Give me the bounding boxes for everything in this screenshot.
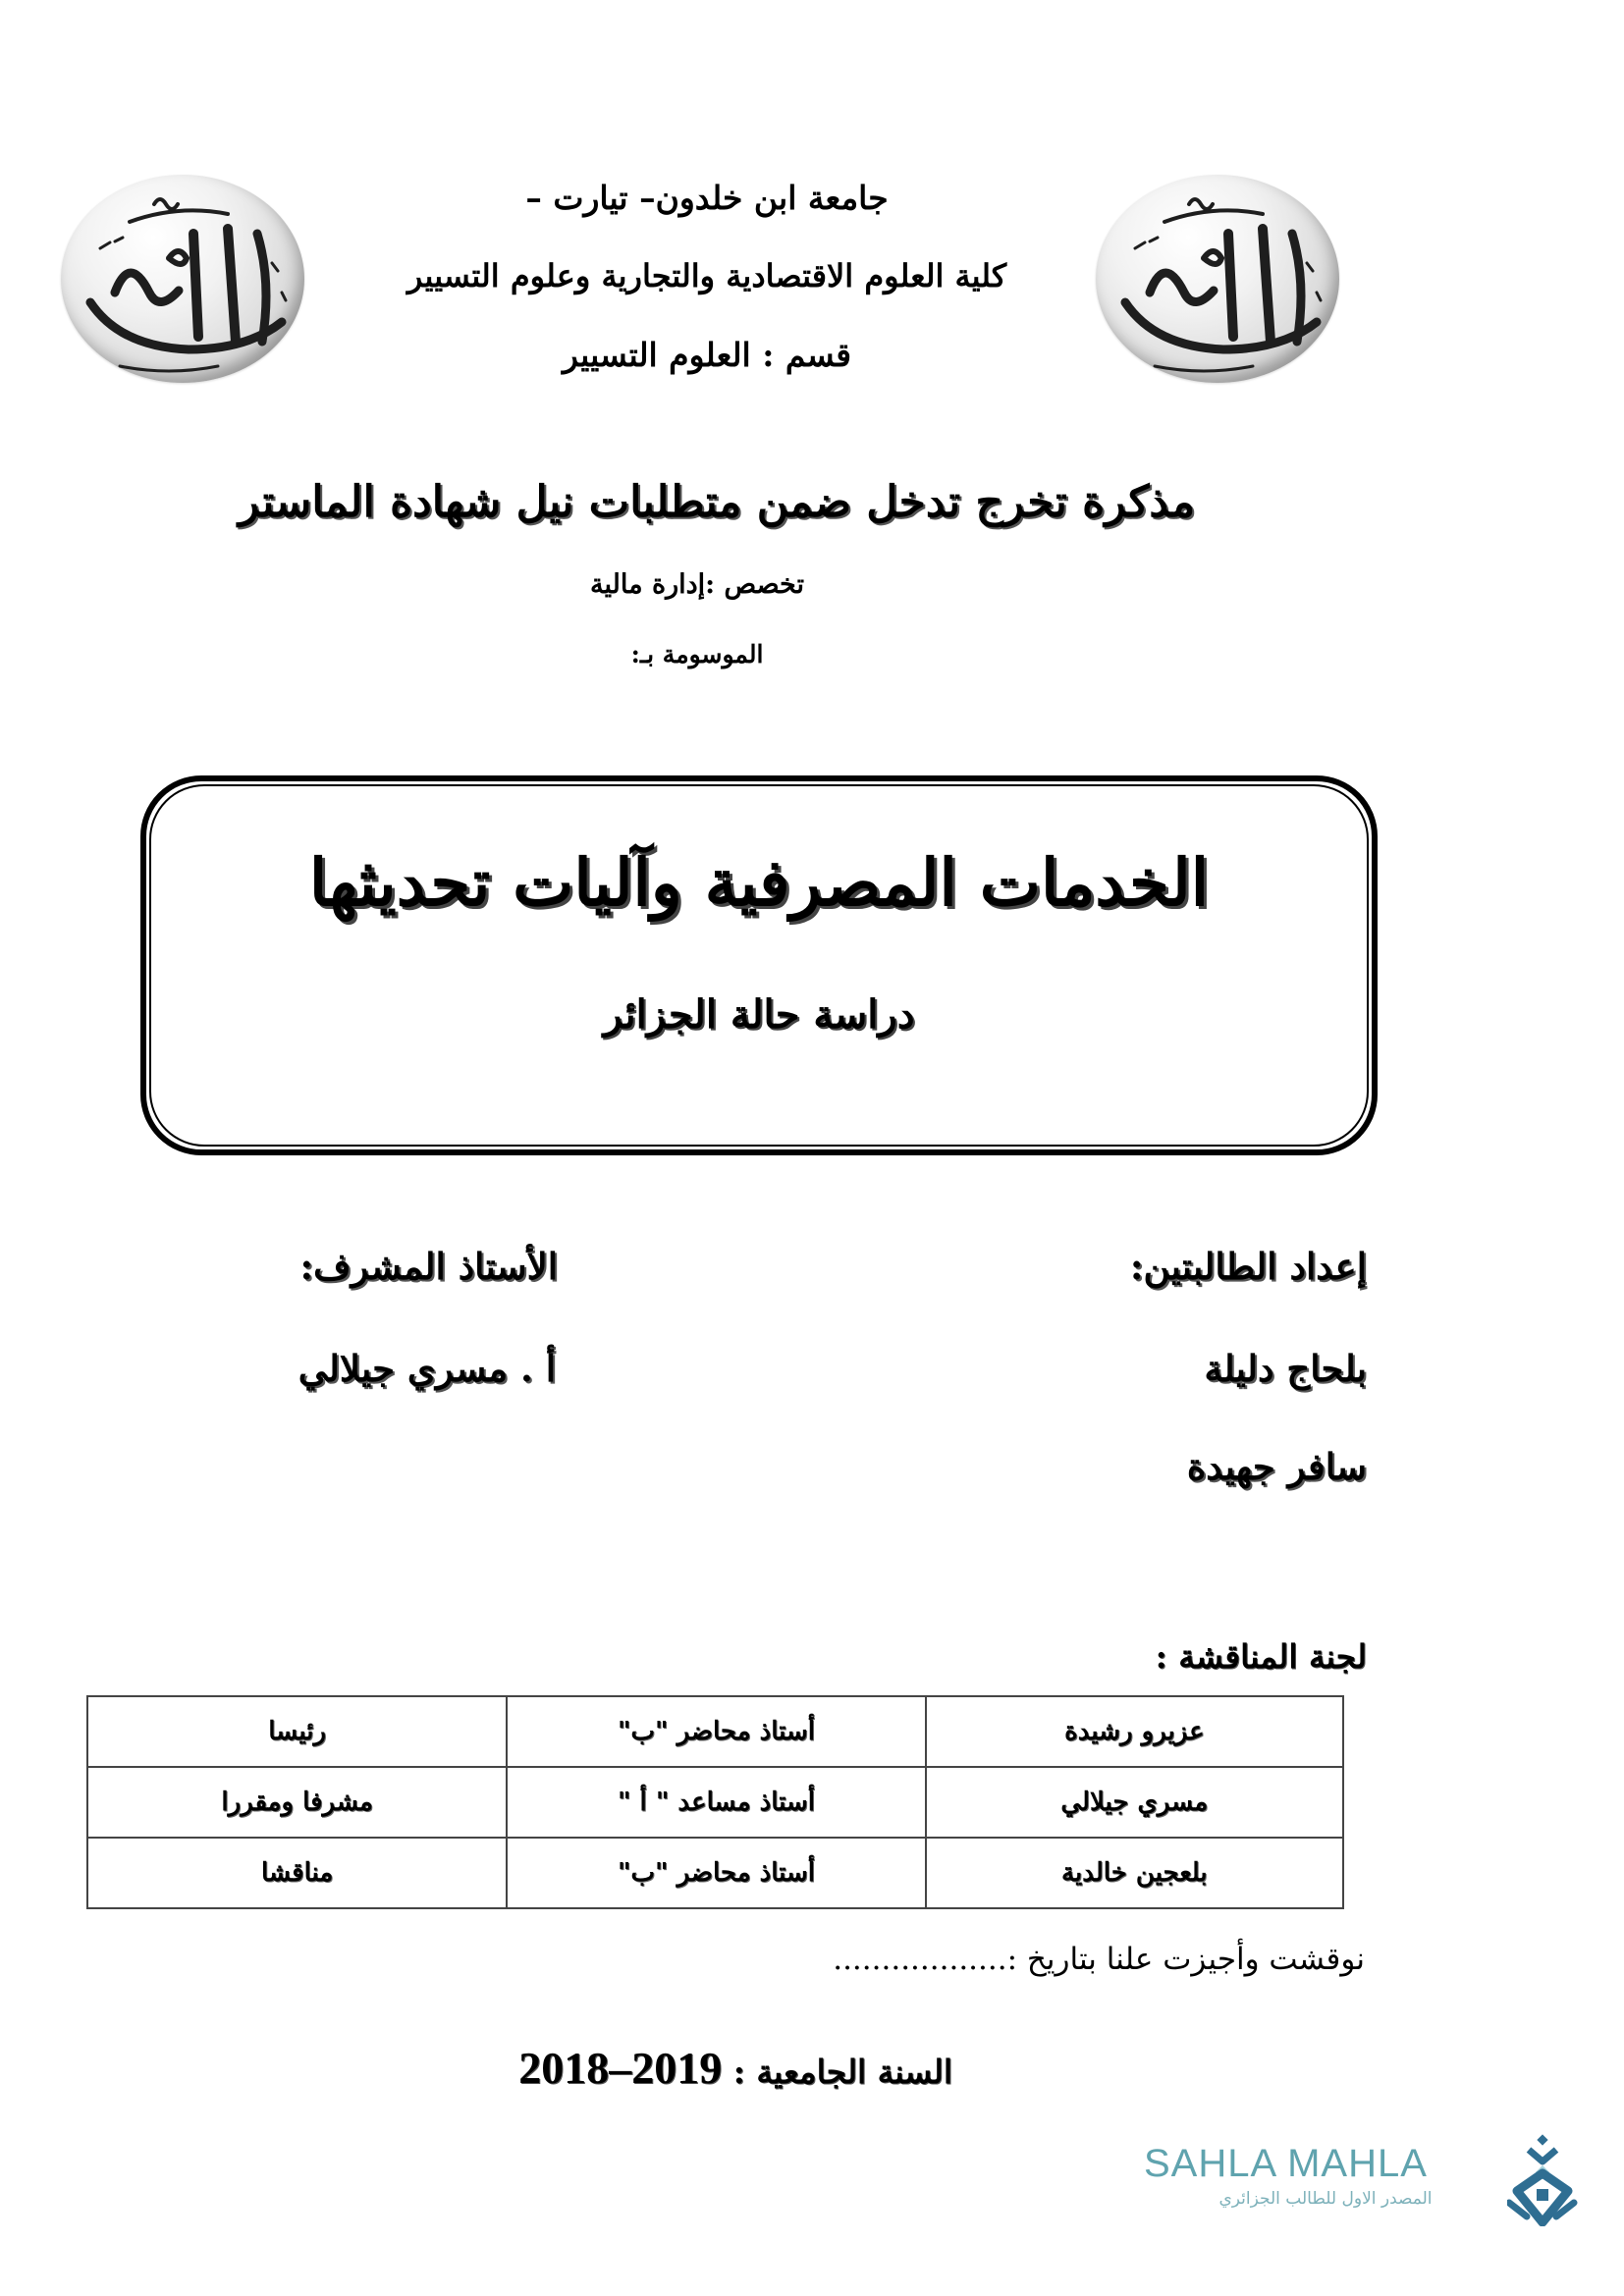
student-name-2: سافر جهيدة [1186,1445,1367,1488]
member-role: مشرفا ومقررا [87,1767,507,1838]
calligraphy-emblem-icon [1096,175,1339,383]
table-row [87,1696,1343,1767]
member-name: مسري جيلالي [926,1767,1343,1838]
supervisor-label: الأستاذ المشرف: [299,1245,558,1288]
calligraphy-emblem-icon [61,175,304,383]
title-frame [140,775,1378,1155]
department-name: قسم : العلوم التسيير [562,336,852,374]
titled-by-label: الموسومة بـ: [630,640,764,668]
watermark-tagline: المصدر الاول للطالب الجزائري [1218,2189,1433,2209]
academic-year-label: السنة الجامعية : [732,2053,952,2091]
university-logo-right [1096,175,1339,383]
specialty: تخصص :إدارة مالية [590,569,804,600]
thesis-type: مذكرة تخرج تدخل ضمن متطلبات نيل شهادة الماستر [238,477,1196,527]
watermark-brand: SAHLA MAHLA [1144,2142,1428,2185]
university-name: جامعة ابن خلدون– تيارت – [525,179,889,217]
table-row [87,1838,1343,1908]
committee-label: لجنة المناقشة : [1155,1637,1367,1676]
students-label: إعداد الطالبتين: [1129,1245,1367,1288]
thesis-title: الخدمات المصرفية وآليات تحديثها [308,844,1210,921]
table-row [87,1767,1343,1838]
defense-date-line: نوقشت وأجيزت علنا بتاريخ :.................. [833,1942,1365,1977]
thesis-subtitle: دراسة حالة الجزائر [603,991,915,1038]
academic-year-value: 2019–2018 [518,2043,723,2093]
supervisor-name: أ . مسري جيلالي [298,1347,556,1390]
committee-table [86,1695,1344,1909]
member-name: بلعجين خالدية [926,1838,1343,1908]
title-frame-inner-border [149,784,1369,1147]
member-name: عزيرو رشيدة [926,1696,1343,1767]
member-rank: أستاذ محاضر "ب" [507,1838,925,1908]
member-rank: أستاذ محاضر "ب" [507,1696,925,1767]
member-role: مناقشا [87,1838,507,1908]
member-role: رئيسا [87,1696,507,1767]
sahla-mahla-watermark [1144,2142,1576,2230]
faculty-name: كلية العلوم الاقتصادية والتجارية وعلوم التسيير [406,257,1007,294]
member-rank: أستاذ مساعد " أ " [507,1767,925,1838]
university-logo-left [61,175,304,383]
student-name-1: بلحاج دليلة [1204,1347,1367,1390]
calligraphy-emblem-icon [1507,2134,1578,2226]
academic-year [481,2042,952,2094]
